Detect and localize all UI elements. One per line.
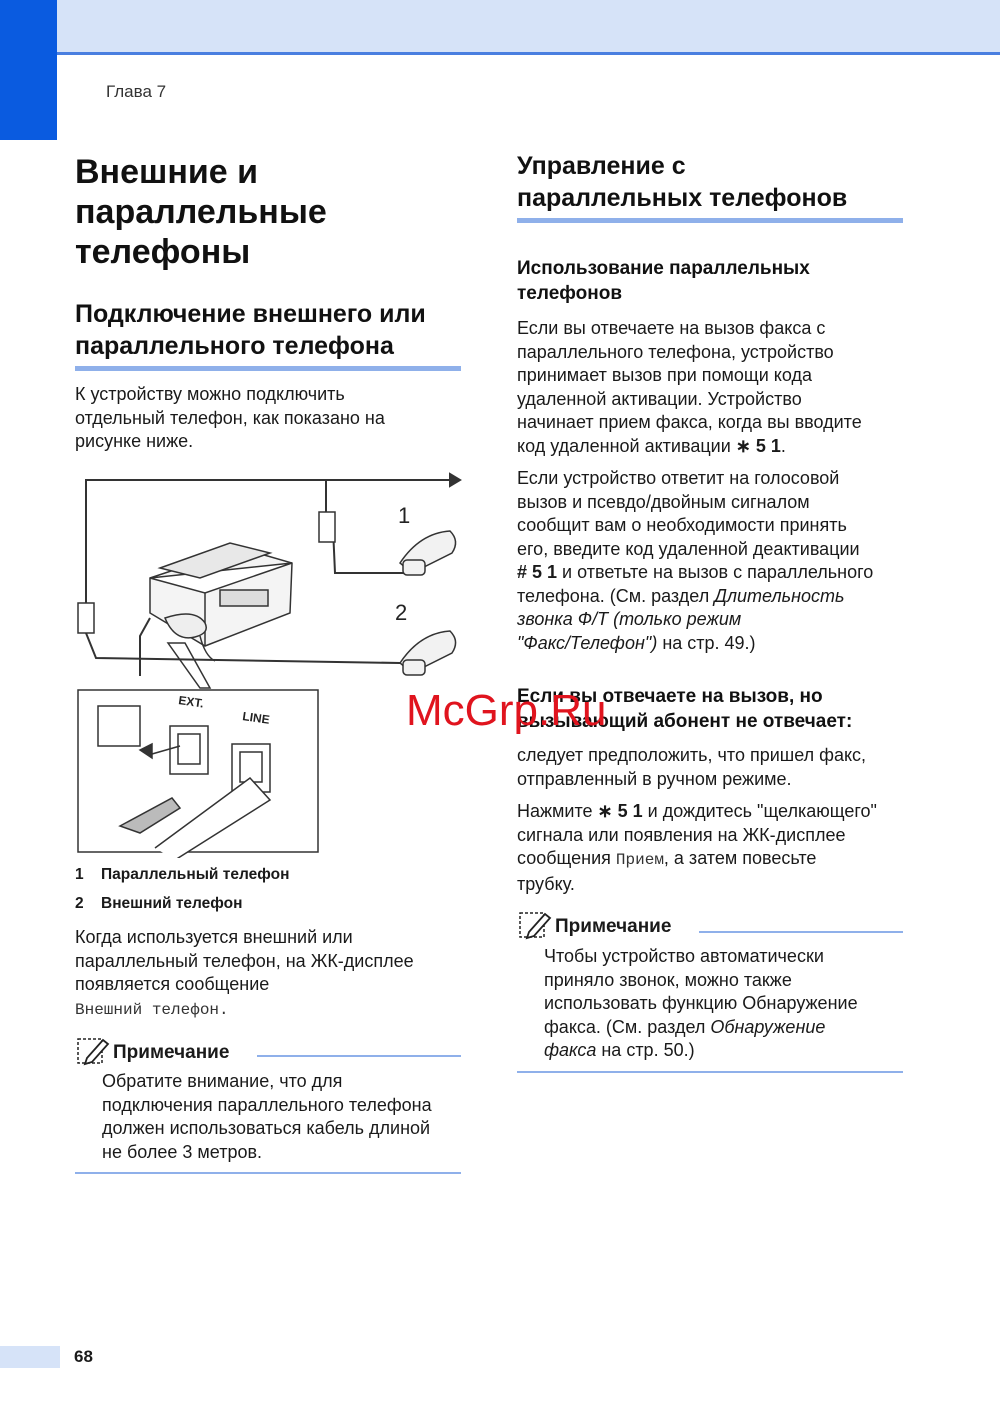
activation-code: ∗ 5 1 — [597, 801, 643, 821]
note-pencil-icon — [519, 910, 553, 940]
text-span: , а затем повесьте — [663, 848, 817, 868]
section-title-line: Подключение внешнего или — [75, 300, 426, 328]
text-line: рисунке ниже. — [75, 431, 194, 451]
legend-text: Внешний телефон — [101, 895, 243, 912]
text-line: К устройству можно подключить — [75, 384, 345, 404]
fax-machine-icon — [150, 543, 292, 646]
activation-code: ∗ 5 1 — [735, 435, 781, 456]
intro-paragraph — [75, 383, 475, 454]
text-line — [517, 585, 917, 609]
section-title-line: параллельного телефона — [75, 332, 394, 360]
ext-label: EXT. — [177, 693, 205, 711]
text-line: Если устройство ответит на голосовой — [517, 468, 840, 488]
connection-diagram — [70, 468, 465, 858]
text-line — [517, 847, 917, 873]
lcd-paragraph — [75, 926, 475, 1022]
text-span: код удаленной активации — [517, 435, 736, 456]
paragraph-manual-fax — [517, 744, 917, 791]
text-line: сигнала или появления на ЖК-дисплее — [517, 824, 846, 845]
page-number-band — [0, 1346, 60, 1368]
legend-text: Параллельный телефон — [101, 866, 290, 883]
section-title-control — [517, 150, 903, 223]
text-line: подключения параллельного телефона — [102, 1094, 432, 1115]
text-span: и дождитесь "щелкающего" — [642, 801, 877, 821]
legend-number: 2 — [75, 895, 84, 912]
text-line: параллельный телефон, на ЖК-дисплее — [75, 950, 414, 971]
text-line — [517, 800, 917, 824]
deactivation-code: # 5 1 — [517, 562, 558, 582]
external-phone-icon — [400, 631, 456, 675]
text-line: Если вы отвечаете на вызов факса с — [517, 318, 826, 338]
note-title: Примечание — [555, 916, 672, 937]
text-line: отдельный телефон, как показано на — [75, 407, 385, 428]
main-title-line: телефоны — [75, 233, 251, 271]
text-line: начинает прием факса, когда вы вводите — [517, 412, 862, 432]
text-line: Когда используется внешний или — [75, 927, 353, 947]
text-line: не более 3 метров. — [102, 1141, 263, 1162]
text-line: принимает вызов при помощи кода — [517, 365, 813, 385]
note-pencil-icon — [77, 1036, 111, 1066]
text-line — [544, 1039, 914, 1063]
text-line — [517, 608, 917, 632]
text-line: трубку. — [517, 873, 575, 894]
text-line: Чтобы устройство автоматически — [544, 946, 824, 966]
parallel-phone-icon — [400, 531, 456, 575]
cross-reference: Обнаружение — [710, 1016, 826, 1037]
text-span: сообщения — [517, 848, 616, 868]
subsection-line: Использование параллельных — [517, 258, 810, 279]
note-rule — [699, 931, 903, 933]
text-line: приняло звонок, можно также — [544, 969, 792, 990]
text-line: следует предположить, что пришел факс, — [517, 745, 867, 765]
chapter-label: Глава 7 — [106, 82, 167, 101]
section-title-line: параллельных телефонов — [517, 184, 848, 212]
section-title-line: Управление с — [517, 152, 686, 180]
text-line: Обратите внимание, что для — [102, 1071, 343, 1091]
text-span: факса. (См. раздел — [544, 1016, 711, 1037]
main-title-line: параллельные — [75, 193, 327, 231]
legend-item — [75, 866, 289, 884]
watermark: McGrp.Ru — [406, 686, 607, 735]
note-end-rule — [517, 1071, 903, 1073]
paragraph-deactivation — [517, 467, 917, 655]
text-line: должен использоваться кабель длиной — [102, 1118, 431, 1138]
text-line — [517, 632, 917, 656]
subsection-line: телефонов — [517, 283, 623, 304]
text-line: вызов и псевдо/двойным сигналом — [517, 491, 810, 512]
note-body-left — [102, 1070, 472, 1164]
paragraph-press-code — [517, 800, 917, 896]
text-span: Нажмите — [517, 801, 598, 821]
text-span: телефона. (См. раздел — [517, 585, 715, 606]
note-title: Примечание — [113, 1042, 230, 1063]
text-line — [544, 1016, 914, 1040]
callout-1: 1 — [398, 503, 411, 528]
text-span: на стр. 49.) — [657, 632, 756, 653]
subsection-title-using — [517, 256, 917, 306]
cross-reference: "Факс/Телефон") — [517, 632, 658, 653]
paragraph-activation — [517, 317, 917, 458]
lcd-message: Внешний телефон. — [75, 1000, 229, 1019]
text-line — [517, 561, 917, 585]
lcd-message: Прием — [615, 851, 664, 869]
legend-item — [75, 895, 242, 913]
cross-reference: звонка Ф/Т (только режим — [517, 609, 742, 629]
text-span: на стр. 50.) — [596, 1040, 695, 1060]
section-title-connect — [75, 298, 461, 371]
note-body-right — [544, 945, 914, 1063]
subsection-line: Если вы отвечаете на вызов, но — [517, 686, 823, 707]
main-title-line: Внешние и — [75, 153, 259, 191]
text-line — [517, 435, 917, 459]
line-label: LINE — [241, 709, 271, 727]
main-title — [75, 152, 475, 272]
text-line: использовать функцию Обнаружение — [544, 993, 858, 1013]
text-span: и ответьте на вызов с параллельного — [557, 562, 874, 582]
subsection-line: вызывающий абонент не отвечает: — [517, 711, 853, 732]
chapter-tab — [0, 0, 57, 140]
note-end-rule — [75, 1172, 461, 1174]
text-line: его, введите код удаленной деактивации — [517, 538, 860, 559]
text-line: параллельного телефона, устройство — [517, 341, 834, 362]
cross-reference: факса — [544, 1040, 597, 1060]
text-span: . — [780, 435, 786, 456]
text-line: появляется сообщение — [75, 974, 270, 994]
legend-number: 1 — [75, 866, 84, 883]
header-band — [0, 0, 1000, 55]
cross-reference: Длительность — [714, 585, 845, 606]
text-line: сообщит вам о необходимости принять — [517, 515, 847, 535]
text-line: удаленной активации. Устройство — [517, 388, 802, 409]
callout-2: 2 — [395, 600, 408, 625]
note-rule — [257, 1055, 461, 1057]
page-number: 68 — [74, 1347, 93, 1366]
text-line: отправленный в ручном режиме. — [517, 768, 792, 789]
